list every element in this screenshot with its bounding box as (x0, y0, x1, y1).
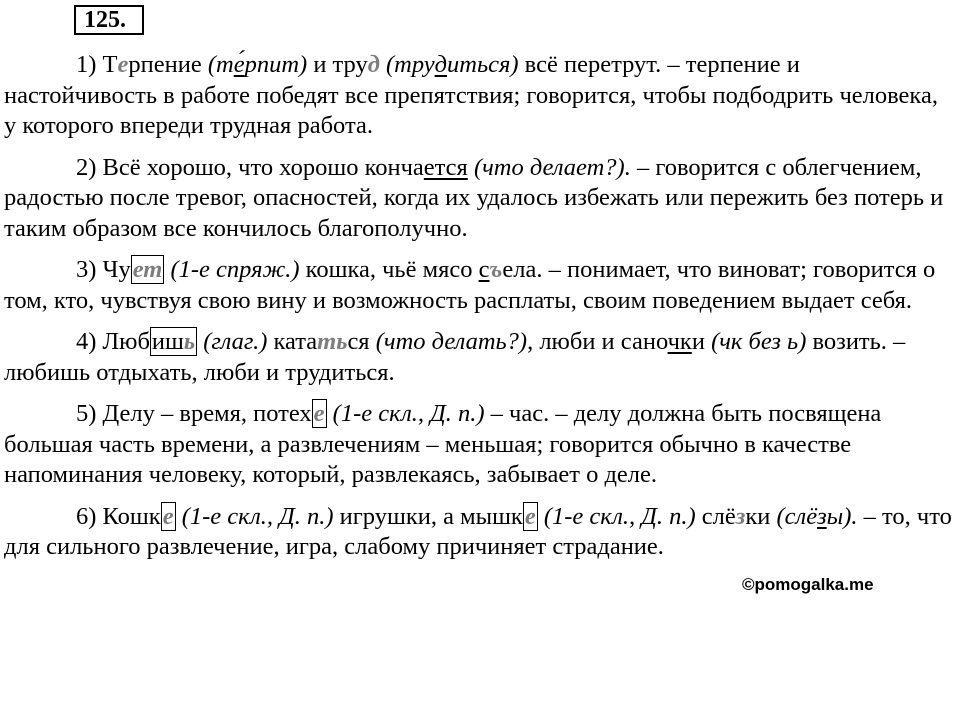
p6-text: – то, что для сильного развлечение, игра, слабому причиняет страдание. (4, 502, 952, 560)
paragraph-6 (4, 502, 954, 563)
p1-check-word (380, 51, 519, 78)
p2-text: 2) Всё хорошо, что хорошо конча (76, 153, 424, 181)
paragraph-2 (4, 153, 954, 245)
p3-text: ела. – понимает, что виноват; говорится о том, кто, чувствуя свою вину и возможность расплаты, своим поведением выдает себя. (4, 256, 936, 314)
p5-note: (1-е скл., Д. п.) (332, 400, 485, 427)
watermark: ©pomogalka.me (742, 575, 874, 594)
p1-text: (тру (379, 51, 435, 78)
p6-text: (слё (776, 502, 818, 530)
p4-letter: ь (183, 328, 196, 355)
p1-text: 1) Т (76, 51, 118, 78)
p5-ending-box: е (313, 400, 325, 427)
paragraph-1 (4, 50, 954, 142)
p4-note: (чк без ь) (711, 328, 807, 355)
p6-letter: з (735, 502, 746, 530)
p1-text: всё перетрут. – терпение и настойчивость в работе победят все препятствия; говорится, чтобы подбодрить человека, у которого впереди трудная работа. (4, 51, 938, 139)
p4-text: ся (347, 328, 376, 355)
p6-letter: з (817, 502, 827, 530)
exercise-number: 125. (74, 5, 144, 35)
p1-text: (т (207, 51, 234, 78)
p4-text: ката (267, 328, 318, 355)
p6-check-word (776, 503, 857, 530)
p4-note: (глаг.) (203, 328, 268, 355)
p4-question: (что делать?) (375, 328, 528, 355)
p1-letter: е (117, 51, 129, 78)
p2-text: – говорится с облегчением, радостью после тревог, опасностей, когда их удалось избежать или пережить без потерь и таким образом все кончилось благополучно. (4, 153, 944, 242)
paragraph-5 (4, 399, 954, 491)
p5-text: – час. – делу должна быть посвящена большая часть времени, а развлечениям – меньшая; говорится обычно в качестве напоминания человеку, который, развлекаясь, забывает о деле. (4, 400, 882, 488)
p6-text: ы). (826, 502, 858, 530)
p6-text: слё (695, 502, 736, 530)
p4-suffix: чк (667, 328, 692, 355)
p4-text: 4) Люб (76, 328, 150, 355)
paragraph-3 (4, 255, 954, 316)
p2-ending: ется (423, 153, 468, 181)
p6-text: 6) Кошк (76, 502, 161, 530)
p1-text: рпение (128, 51, 208, 78)
p6-ending-box: е (162, 502, 174, 530)
answer-text (4, 50, 954, 574)
p3-letter: ъ (489, 256, 503, 283)
p1-letter: е́ (233, 51, 245, 78)
paragraph-4 (4, 327, 954, 388)
p1-letter: д (367, 51, 380, 78)
p6-note: (1-е скл., Д. п.) (181, 502, 334, 530)
p4-text: и (691, 328, 712, 355)
p4-ending-box (150, 327, 197, 356)
p5-text: 5) Делу – время, потех (76, 400, 312, 427)
p4-text: иш (151, 328, 184, 355)
p3-ending-box: ет (132, 256, 163, 283)
p1-check-word (208, 51, 307, 78)
p4-text: , люби и сано (527, 328, 668, 355)
p6-note: (1-е скл., Д. п.) (543, 502, 696, 530)
p1-text: иться) (447, 51, 519, 78)
p1-letter: д (434, 51, 448, 78)
p3-prefix: с (478, 256, 490, 283)
p6-ending-box: е (524, 502, 536, 530)
p3-text: 3) Чу (76, 256, 131, 283)
p1-text: и тру (307, 51, 368, 78)
p4-text: возить. – любишь отдыхать, люби и трудиться. (4, 328, 906, 386)
p3-text: кошка, чьё мясо (299, 256, 479, 283)
p3-note: (1-е спряж.) (170, 256, 300, 283)
p4-letter: ть (317, 328, 348, 355)
p1-text: рпит) (244, 51, 308, 78)
p2-question: (что делает?). (473, 153, 631, 181)
p6-text: игрушки, а мышк (333, 502, 523, 530)
p6-text: ки (745, 502, 777, 530)
